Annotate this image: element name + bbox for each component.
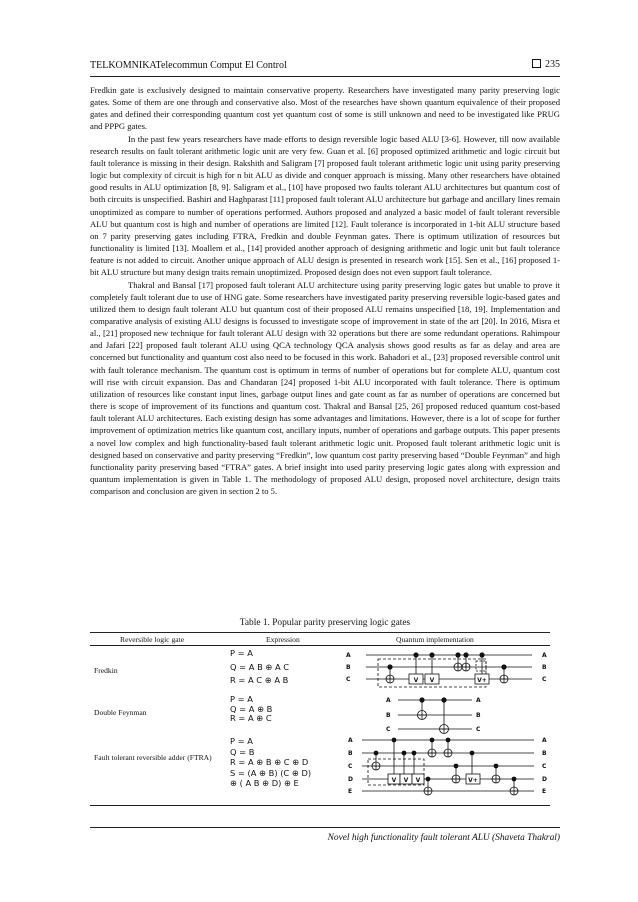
input-label: B [346, 664, 351, 671]
expr-line: R = A C ⊕ A B [230, 675, 289, 685]
v-gate-label: V [403, 777, 409, 784]
input-label: C [348, 763, 353, 770]
output-label: B [542, 750, 547, 757]
page-number: 235 [545, 59, 560, 70]
expr-line: P = A [230, 736, 253, 746]
col-header-expression: Expression [266, 635, 300, 644]
control-dot [455, 652, 460, 657]
header-rule [90, 645, 550, 646]
gate-name-ftra: Fault tolerant reversible adder (FTRA) [94, 753, 212, 762]
control-dot [501, 664, 506, 669]
vplus-gate-label: V+ [468, 777, 478, 784]
control-dot [479, 652, 484, 657]
control-dot [430, 738, 435, 743]
v-gate-label: V [415, 777, 421, 784]
expr-line: Q = A ⊕ B [230, 703, 273, 714]
input-label: E [348, 788, 353, 795]
v-gate-label: V [429, 677, 435, 684]
control-dot [446, 738, 451, 743]
control-dot [374, 751, 379, 756]
control-dot [402, 751, 407, 756]
double-feynman-circuit [386, 695, 486, 735]
output-label: C [542, 763, 547, 770]
expr-line: Q = A B ⊕ A C [230, 661, 290, 672]
control-dot [494, 764, 499, 769]
output-label: D [542, 776, 547, 783]
control-dot [463, 652, 468, 657]
ftra-circuit [348, 735, 550, 797]
running-footer [90, 827, 560, 843]
control-dot [441, 697, 446, 702]
output-label: A [542, 652, 547, 659]
expr-line: P = A [230, 694, 253, 704]
expr-line: ⊕ ( A B ⊕ D) ⊕ E [230, 778, 299, 788]
control-dot [429, 652, 434, 657]
expr-line: S = (A ⊕ B) (C ⊕ D) [230, 767, 312, 778]
expr-ftra [230, 736, 311, 789]
input-label: C [386, 726, 391, 733]
output-label: B [542, 664, 547, 671]
control-dot [387, 664, 392, 669]
page-number-wrap [532, 59, 560, 70]
expr-line: R = A ⊕ C [230, 713, 272, 723]
paragraph-3: Thakral and Bansal [17] proposed fault tolerant ALU architecture using parity preserving logic gates but unable to prove it completely fault tolerant due to use of HNG gate. Some researchers have investigated parity preserving reversible logic-based gates and utilized them to design fault tolerant ALU but quantum cost of their proposed ALU remains unspecified [18, 19]. Implementation and comparative analysis of existing ALU designs is focussed to investigate scope of improvement in state of the art [20]. In 2016, Misra et al., [21] proposed new technique for fault tolerant ALU design with 32 operations but there are some redundant operations. Rahimpour and Jafari [22] proposed fault tolerant ALU using QCA technology QCA analysis shows good results as far as delay and area are concerned but functionality and quantum cost also need to be focused in this work. Bahadori et al., [23] proposed reversible control unit with fault tolerance mechanism. The quantum cost is optimum in terms of number of operations but for complete ALU, quantum cost will rise with circuit expansion. Das and Chandaran [24] proposed 1-bit ALU incorporated with fault tolerance. There is optimum utilization of resources like constant input lines, garbage output lines and gate count as far as number of operations are concerned but there is scope of improvement of its functions and quantum cost. Thakral and Bansal [25, 26] proposed reduced quantum cost-based fault tolerant ALU architectures. Each existing design has some advantages and limitations. However, there is a lot of scope for further improvement of optimization metrics like quantum cost, ancillary inputs, number of operations and garbage outputs. This paper presents a novel low complex and high functionality-based fault tolerant arithmetic logic unit. Proposed fault tolerant arithmetic logic unit is designed based on conservative and parity preserving “Fredkin”, low quantum cost parity preserving based “Double Feynman” and high functionality parity preserving based “FTRA” gates. A brief insight into used parity preserving logic gates along with expression and quantum implementation is given in Table 1. The methodology of proposed ALU design, proposed novel architecture, design traits comparison and conclusion are given in section 2 to 5. [90, 279, 560, 497]
output-label: C [542, 676, 547, 683]
v-gate-label: V [413, 677, 419, 684]
control-dot [419, 697, 424, 702]
input-label: D [348, 776, 353, 783]
fredkin-circuit [346, 649, 550, 691]
col-header-gate: Reversible logic gate [120, 635, 185, 644]
square-icon [532, 59, 541, 68]
table-caption: Table 1. Popular parity preserving logic gates [239, 618, 411, 628]
control-dot [412, 751, 417, 756]
output-label: A [476, 697, 481, 704]
control-dot [470, 751, 475, 756]
paragraph-1: Fredkin gate is exclusively designed to maintain conservative property. Researchers have investigated many parity preserving logic gates. Some of them are one through and conservative also. Most of the researches have shown quantum equivalence of their proposed gates and defined their corresponding quantum cost yet quantum cost of some is still unknown and need to be investigated like PRUG and PPPG gates. [90, 85, 560, 132]
gates-table [90, 632, 550, 806]
input-label: C [346, 676, 351, 683]
expr-line: R = A ⊕ B ⊕ C ⊕ D [230, 757, 309, 767]
dashed-mini-block [476, 661, 486, 671]
expr-fredkin [230, 649, 289, 686]
gate-name-fredkin: Fredkin [94, 666, 118, 675]
v-gate-label: V [391, 777, 397, 784]
running-header [90, 58, 560, 77]
output-label: A [542, 737, 547, 744]
expr-line: P = A [230, 648, 253, 658]
control-dot [454, 764, 459, 769]
vplus-gate-label: V+ [477, 677, 487, 684]
col-header-quantum: Quantum implementation [396, 635, 474, 644]
paragraph-2: In the past few years researchers have made efforts to design reversible logic based ALU [3-6]. However, till now available research results on fault tolerant arithmetic logic unit are very few. Guan et al. [6] proposed optimized arithmetic and logic circuit but fault tolerance is missing in their design. Rakshith and Saligram [7] proposed fault tolerant arithmetic logic unit using parity preserving logic but complexity of circuit is high for n bit ALU as divide and conquer approach is missing. Many other researchers have obtained good results in ALU optimization [8, 9]. Saligram et al., [10] have proposed two faults tolerant ALU architectures but quantum cost of both circuits is unspecified. Bashiri and Haghparast [11] proposed fault tolerant ALU architecture but garbage and ancillary lines remain unoptimized as compare to number of operations performed. Authors proposed and analyzed a basic model of fault tolerant reversible ALU but quantum cost is high and number of operations are limited [12]. Fault tolerance is incorporated in 1-bit ALU structure based on 7 parity preserving gates including FTRA, Fredkin and double Feynman gates. There is optimum utilization of resources but functionality is limited [13]. Moallem et al., [14] provided another approach of designing arithmetic and logic unit but fault tolerance feature is not added to circuit. Another unique approach of ALU design is presented in research work [15]. Sen et al., [16] proposed 1-bit ALU structure but many design traits remain unoptimized. Proposed design does not even support fault tolerance. [90, 133, 560, 278]
body-text [90, 84, 560, 497]
input-label: B [386, 712, 391, 719]
gate-name-double-feynman: Double Feynman [94, 708, 147, 717]
input-label: A [348, 737, 353, 744]
input-label: A [346, 652, 351, 659]
control-dot [392, 738, 397, 743]
control-dot [512, 777, 517, 782]
output-label: E [542, 788, 547, 795]
expr-double-feynman [230, 695, 272, 724]
footer-citation: Novel high functionality fault tolerant ALU (Shaveta Thakral) [327, 833, 560, 843]
journal-name: TELKOMNIKATelecommun Comput El Control [90, 60, 287, 71]
control-dot [413, 652, 418, 657]
control-dot [426, 777, 431, 782]
expr-line: Q = B [230, 746, 255, 757]
input-label: A [386, 697, 391, 704]
output-label: B [476, 712, 481, 719]
input-label: B [348, 750, 353, 757]
output-label: C [476, 726, 481, 733]
